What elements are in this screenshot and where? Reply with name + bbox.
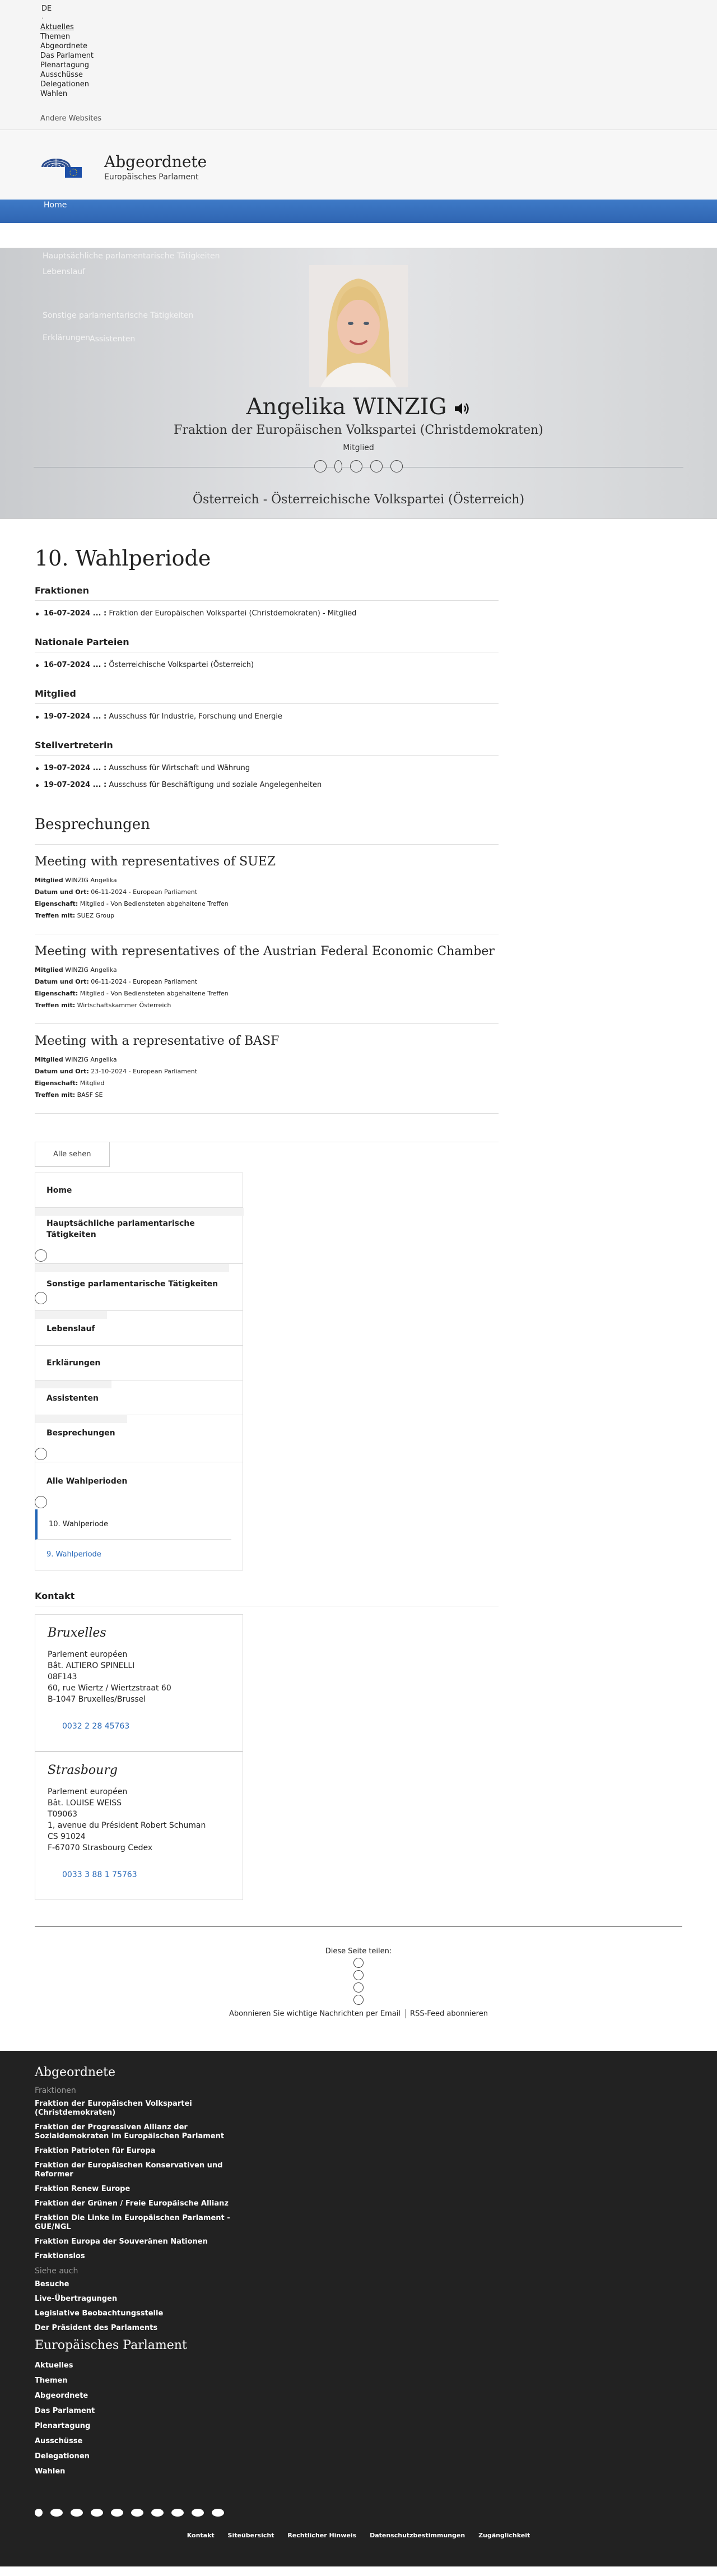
- menu-item-meetings[interactable]: Besprechungen: [35, 1415, 243, 1462]
- office-city: Bruxelles: [48, 1626, 106, 1640]
- snapchat-icon[interactable]: [192, 2509, 204, 2517]
- list-item: 16-07-2024 ... : Fraktion der Europäischen Volkspartei (Christdemokraten) - Mitglied: [35, 605, 499, 622]
- footer-ep-link[interactable]: Wahlen: [35, 2467, 66, 2476]
- share-twitter-icon[interactable]: [353, 1970, 364, 1980]
- legal-privacy[interactable]: Datenschutzbestimmungen: [370, 2532, 465, 2539]
- legal-sitemap[interactable]: Siteübersicht: [227, 2532, 274, 2539]
- footer-group-link[interactable]: Fraktion Die Linke im Europäischen Parlament - GUE/NGL: [35, 2214, 230, 2231]
- term-title: 10. Wahlperiode: [35, 546, 211, 571]
- legal-contact[interactable]: Kontakt: [187, 2532, 215, 2539]
- meetings-title: Besprechungen: [35, 816, 499, 845]
- top-links: [40, 22, 94, 99]
- instagram-icon[interactable]: [71, 2509, 83, 2517]
- contact-title: Kontakt: [35, 1591, 499, 1606]
- footer-group-link[interactable]: Fraktion der Europäischen Konservativen und Reformer: [35, 2161, 223, 2179]
- expand-circle-icon[interactable]: [35, 1292, 47, 1304]
- meeting-item: Meeting with representatives of SUEZ Mitglied WINZIG Angelika Datum und Ort: 06-11-2024 - European Parliament Eigenschaft: Mitglied - Von Bediensteten abgehaltene Treffen Treffen mit: SUEZ Group: [35, 845, 499, 934]
- tiktok-icon[interactable]: [212, 2509, 224, 2517]
- section-fraktionen: [35, 585, 499, 622]
- footer-see-also-link[interactable]: Live-Übertragungen: [35, 2295, 118, 2303]
- top-utility-bar: [0, 0, 717, 130]
- menu-item-all-terms[interactable]: Alle Wahlperioden: [35, 1462, 243, 1509]
- ghost-link-activities[interactable]: Hauptsächliche parlamentarische Tätigkeiten: [43, 252, 220, 261]
- share-section: [35, 1926, 682, 2018]
- mep-photo: [309, 265, 408, 387]
- meeting-title[interactable]: Meeting with a representative of BASF: [35, 1034, 280, 1048]
- menu-item-declarations[interactable]: Erklärungen: [35, 1346, 243, 1380]
- section-title: Fraktionen: [35, 585, 499, 601]
- office-card-strasbourg: Strasbourg Parlement européen Bât. LOUISE WEISS T09063 1, avenue du Président Robert Schuman CS 91024 F-67070 Strasbourg Cedex 0033 3 88 1 75763: [35, 1752, 243, 1900]
- mep-country-party: Österreich - Österreichische Volkspartei (Österreich): [192, 493, 525, 507]
- top-link-aktuelles[interactable]: Aktuelles: [40, 23, 74, 31]
- footer-group-link[interactable]: Fraktion Patrioten für Europa: [35, 2147, 156, 2155]
- expand-circle-icon[interactable]: [35, 1249, 47, 1262]
- nav-home[interactable]: Home: [44, 201, 67, 210]
- rss-link[interactable]: RSS-Feed abonnieren: [410, 2009, 488, 2018]
- website-icon[interactable]: [334, 460, 342, 472]
- expand-circle-icon[interactable]: [35, 1448, 47, 1460]
- site-header: [0, 130, 717, 200]
- ghost-link-cv[interactable]: Lebenslauf: [43, 267, 86, 276]
- see-all-wrapper: [35, 1142, 499, 1167]
- submenu-term-9[interactable]: 9. Wahlperiode: [46, 1550, 101, 1559]
- mep-political-group: Fraktion der Europäischen Volkspartei (Christdemokraten): [174, 423, 543, 437]
- facebook-icon[interactable]: [350, 460, 362, 472]
- submenu-term-10[interactable]: 10. Wahlperiode: [35, 1509, 231, 1540]
- menu-item-main-activities[interactable]: Hauptsächliche parlamentarische Tätigkeiten: [35, 1208, 243, 1264]
- mep-role: Mitglied: [343, 443, 374, 452]
- twitter-icon[interactable]: [370, 460, 383, 472]
- footer-ep-title[interactable]: Europäisches Parlament: [35, 2338, 187, 2352]
- youtube-icon[interactable]: [91, 2509, 103, 2517]
- site-title[interactable]: Abgeordnete: [104, 152, 207, 171]
- social-icons: [35, 2509, 232, 2519]
- footer-see-also-link[interactable]: Besuche: [35, 2280, 69, 2288]
- footer-group-link[interactable]: Fraktion der Progressiven Allianz der Sozialdemokraten im Europäischen Parlament: [35, 2123, 225, 2141]
- language-selector[interactable]: DE: [41, 4, 52, 13]
- footer-ep-link[interactable]: Ausschüsse: [35, 2437, 83, 2445]
- office-card-bruxelles: Bruxelles Parlement européen Bât. ALTIERO SPINELLI 08F143 60, rue Wiertz / Wiertzstraat 60 B-1047 Bruxelles/Brussel 0032 2 28 45763: [35, 1614, 243, 1752]
- menu-item-home[interactable]: Home: [35, 1173, 243, 1208]
- separator-dot: ·: [41, 15, 44, 22]
- footer-group-link[interactable]: Fraktion Renew Europe: [35, 2185, 131, 2193]
- share-email-icon[interactable]: [353, 1995, 364, 2005]
- email-icon[interactable]: [314, 460, 327, 472]
- footer-ep-link[interactable]: Abgeordnete: [35, 2392, 89, 2400]
- ghost-link-declarations[interactable]: Erklärungen: [43, 333, 91, 342]
- portrait-image: [309, 265, 408, 387]
- top-link-wahlen[interactable]: Wahlen: [40, 90, 68, 98]
- footer-ep-link[interactable]: Das Parlament: [35, 2407, 95, 2415]
- see-all-button[interactable]: Alle sehen: [35, 1142, 110, 1167]
- section-nationale-parteien: [35, 637, 499, 674]
- footer-groups-label: Fraktionen: [35, 2086, 76, 2095]
- legal-links: [0, 2532, 717, 2539]
- meeting-item: Meeting with representatives of the Austrian Federal Economic Chamber Mitglied WINZIG Angelika Datum und Ort: 06-11-2024 - European Parliament Eigenschaft: Mitglied - Von Bediensteten abgehaltene Treffen Treffen mit: Wirtschaftskammer Österreich: [35, 934, 499, 1024]
- main-content: [0, 546, 499, 1900]
- section-stellvertreterin: [35, 740, 499, 794]
- top-link-plenartagung[interactable]: Plenartagung: [40, 61, 90, 70]
- footer-ep-link[interactable]: Themen: [35, 2376, 68, 2385]
- mep-profile-hero: [0, 248, 717, 519]
- profile-menu: [35, 1173, 243, 1570]
- top-link-parlament[interactable]: Das Parlament: [40, 52, 94, 60]
- footer-group-link[interactable]: Fraktionslos: [35, 2252, 85, 2260]
- share-facebook-icon[interactable]: [353, 1958, 364, 1968]
- office-phone-link[interactable]: 0032 2 28 45763: [62, 1722, 130, 1731]
- meeting-title[interactable]: Meeting with representatives of SUEZ: [35, 855, 276, 869]
- footer-ep-link[interactable]: Delegationen: [35, 2452, 90, 2461]
- section-title: Stellvertreterin: [35, 740, 499, 756]
- top-link-themen[interactable]: Themen: [40, 33, 71, 41]
- menu-ghost-bar: [35, 1380, 111, 1388]
- flickr-icon[interactable]: [131, 2509, 143, 2517]
- legal-notice[interactable]: Rechtlicher Hinweis: [287, 2532, 357, 2539]
- reddit-icon[interactable]: [171, 2509, 184, 2517]
- menu-item-cv[interactable]: Lebenslauf: [35, 1311, 243, 1346]
- subscribe-email-link[interactable]: Abonnieren Sie wichtige Nachrichten per Email: [229, 2009, 401, 2018]
- meeting-item: Meeting with a representative of BASF Mitglied WINZIG Angelika Datum und Ort: 23-10-2024 - European Parliament Eigenschaft: Mitglied Treffen mit: BASF SE: [35, 1024, 499, 1114]
- footer-title[interactable]: Abgeordnete: [35, 2065, 115, 2079]
- share-linkedin-icon[interactable]: [353, 1982, 364, 1993]
- office-city: Strasbourg: [48, 1763, 118, 1777]
- menu-ghost-bar: [35, 1208, 244, 1216]
- site-subtitle: Europäisches Parlament: [104, 173, 199, 182]
- footer-group-link[interactable]: Fraktion der Europäischen Volkspartei (Christdemokraten): [35, 2100, 192, 2117]
- menu-ghost-bar: [35, 1264, 229, 1272]
- office-phone-link[interactable]: 0033 3 88 1 75763: [62, 1870, 137, 1879]
- ghost-link-assistants[interactable]: Assistenten: [90, 335, 136, 344]
- ep-logo-icon[interactable]: [40, 156, 83, 178]
- list-item: 16-07-2024 ... : Österreichische Volkspartei (Österreich): [35, 657, 499, 674]
- top-link-ausschuesse[interactable]: Ausschüsse: [40, 71, 83, 79]
- speaker-audio-icon[interactable]: [454, 401, 471, 416]
- pinterest-icon[interactable]: [151, 2509, 164, 2517]
- share-label: Diese Seite teilen:: [325, 1947, 392, 1956]
- menu-item-assistants[interactable]: Assistenten: [35, 1380, 243, 1415]
- list-item: 19-07-2024 ... : Ausschuss für Wirtschaft und Währung: [35, 760, 499, 777]
- ghost-link-other-activities[interactable]: Sonstige parlamentarische Tätigkeiten: [43, 311, 194, 320]
- instagram-icon[interactable]: [390, 460, 403, 472]
- section-title: Mitglied: [35, 688, 499, 704]
- linkedin-icon[interactable]: [111, 2509, 123, 2517]
- mep-name: Angelika WINZIG: [0, 394, 717, 420]
- facebook-icon[interactable]: [35, 2509, 43, 2517]
- other-websites-link[interactable]: Andere Websites: [40, 114, 102, 123]
- twitter-icon[interactable]: [50, 2509, 63, 2517]
- footer-ep-link[interactable]: Aktuelles: [35, 2361, 73, 2370]
- site-footer: [0, 2051, 717, 2566]
- list-item: 19-07-2024 ... : Ausschuss für Beschäftigung und soziale Angelegenheiten: [35, 777, 499, 794]
- footer-see-also-link[interactable]: Legislative Beobachtungsstelle: [35, 2309, 164, 2318]
- top-link-abgeordnete[interactable]: Abgeordnete: [40, 42, 88, 50]
- menu-item-other-activities[interactable]: Sonstige parlamentarische Tätigkeiten: [35, 1264, 243, 1311]
- expand-circle-icon[interactable]: [35, 1496, 47, 1508]
- hero-contact-icons: [0, 460, 717, 472]
- section-mitglied: [35, 688, 499, 725]
- legal-accessibility[interactable]: Zugänglichkeit: [478, 2532, 530, 2539]
- footer-ep-link[interactable]: Plenartagung: [35, 2422, 91, 2430]
- meeting-title[interactable]: Meeting with representatives of the Austrian Federal Economic Chamber: [35, 944, 495, 958]
- top-link-delegationen[interactable]: Delegationen: [40, 80, 89, 89]
- menu-ghost-bar: [35, 1311, 107, 1319]
- list-item: 19-07-2024 ... : Ausschuss für Industrie, Forschung und Energie: [35, 708, 499, 725]
- footer-see-also-link[interactable]: Der Präsident des Parlaments: [35, 2324, 158, 2332]
- section-title: Nationale Parteien: [35, 637, 499, 652]
- main-nav: [0, 200, 717, 223]
- menu-ghost-bar: [35, 1415, 127, 1423]
- separator: [405, 2009, 406, 2018]
- footer-see-also-label: Siehe auch: [35, 2267, 78, 2276]
- footer-group-link[interactable]: Fraktion Europa der Souveränen Nationen: [35, 2237, 208, 2246]
- footer-group-link[interactable]: Fraktion der Grünen / Freie Europäische Allianz: [35, 2199, 229, 2208]
